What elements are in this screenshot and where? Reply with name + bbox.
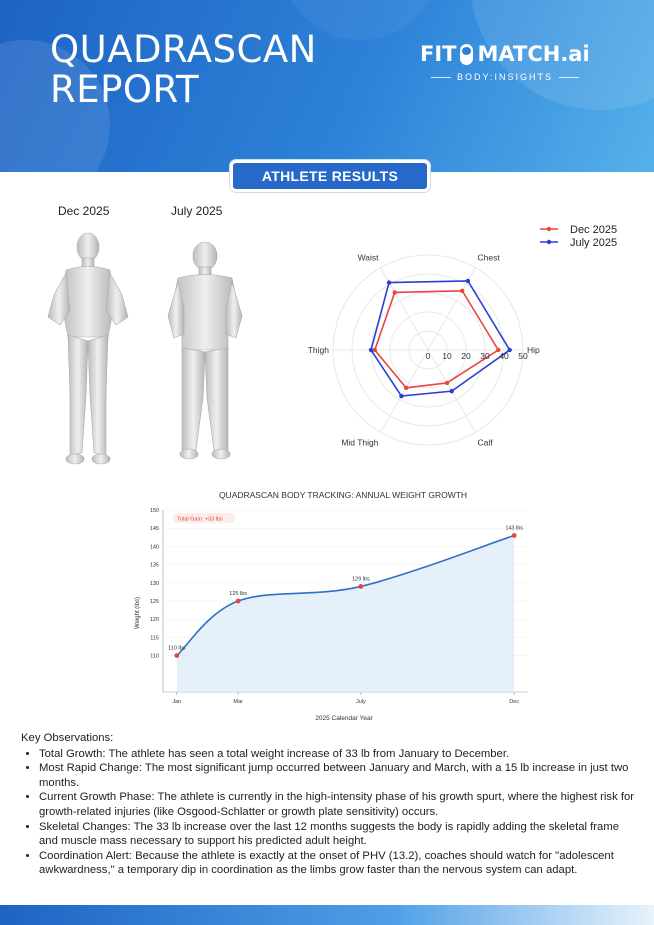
radar-point (387, 280, 391, 284)
weight-chart-title: QUADRASCAN BODY TRACKING: ANNUAL WEIGHT GROWTH (218, 490, 468, 500)
weight-growth-chart (125, 485, 535, 725)
weight-point-label: 125 lbs (229, 591, 248, 597)
weight-point (512, 533, 517, 538)
legend-label: Dec 2025 (570, 224, 618, 236)
radar-r-tick: 0 (425, 351, 431, 361)
scan-label-dec: Dec 2025 (58, 204, 110, 218)
radar-r-tick: 20 (461, 351, 471, 361)
radar-r-tick: 10 (442, 351, 452, 361)
weight-point-label: 110 lbs (168, 645, 186, 652)
title-line-2: REPORT (50, 68, 200, 111)
total-gain-annotation: Total Gain: +33 lbs (177, 516, 223, 523)
radar-point (466, 279, 470, 283)
logo-divider (431, 77, 451, 78)
report-title (50, 30, 317, 110)
radar-r-tick: 40 (499, 351, 509, 361)
legend-marker (547, 240, 551, 244)
weight-y-tick: 120 (149, 617, 159, 624)
radar-point (450, 389, 454, 393)
weight-point-label: 143 lbs (505, 525, 524, 532)
legend-label: July 2025 (570, 237, 618, 249)
scan-label-july: July 2025 (171, 204, 223, 218)
weight-x-tick: Dec (509, 699, 520, 705)
radar-point (369, 348, 373, 352)
logo-match-text: MATCH.ai (477, 42, 590, 66)
radar-axis-label: Thigh (307, 345, 329, 355)
radar-axis-label: Hip (527, 345, 540, 355)
athlete-results-banner: ATHLETE RESULTS (230, 160, 430, 192)
weight-plot (168, 513, 523, 692)
weight-point (358, 584, 363, 589)
radar-chart (290, 215, 654, 465)
radar-series-group (369, 279, 512, 399)
report-header (0, 0, 654, 172)
logo-capsule-icon (460, 44, 473, 65)
weight-x-tick: July (355, 699, 366, 705)
radar-spoke (381, 268, 429, 350)
body-scan-dec-icon (30, 225, 145, 470)
weight-area-fill (177, 535, 514, 692)
radar-legend (540, 224, 617, 249)
observation-item: • Total Growth: The athlete has seen a total weight increase of 33 lb from January to December. (39, 747, 641, 762)
weight-point (236, 599, 241, 604)
radar-axis-label: Chest (477, 252, 500, 263)
logo-fit-text: FIT (420, 42, 457, 66)
footer-bar (0, 905, 654, 925)
radar-point (373, 348, 377, 352)
fitmatch-logo (420, 42, 610, 82)
observation-item: • Coordination Alert: Because the athlete is exactly at the onset of PHV (13.2), coaches should watch for "adolescent awkwardness," a temporary dip in coordination as the limbs grow faster than the nervous system can adapt. (39, 849, 641, 878)
radar-r-tick: 50 (518, 351, 528, 361)
radar-spoke (381, 350, 429, 432)
observation-item: • Skeletal Changes: The 33 lb increase over the last 12 months suggests the body is rapidly adding the skeletal frame and muscle mass necessary to support his predicted adult height. (39, 820, 641, 849)
radar-grid (333, 255, 523, 445)
weight-y-tick: 110 (150, 653, 159, 660)
weight-x-axis-label: 2025 Calendar Year (315, 715, 373, 722)
observations-list (21, 747, 641, 878)
radar-point (393, 290, 397, 294)
radar-r-tick: 30 (480, 351, 490, 361)
radar-axis-label: Waist (357, 252, 379, 263)
weight-point (174, 653, 179, 658)
key-observations (21, 731, 641, 878)
radar-point (460, 289, 464, 293)
logo-subtitle: BODY:INSIGHTS (456, 72, 553, 82)
weight-y-tick: 145 (149, 526, 159, 533)
radar-axis-label: Calf (477, 437, 493, 448)
radar-axis-label: Mid Thigh (341, 437, 379, 448)
weight-y-tick: 115 (150, 635, 159, 642)
observation-item: • Most Rapid Change: The most significant jump occurred between January and March, with a 15 lb increase in just two months. (39, 761, 641, 790)
weight-x-tick: Jan (172, 699, 182, 705)
weight-y-tick: 130 (149, 580, 159, 587)
title-line-1: QUADRASCAN (50, 28, 317, 71)
weight-point-label: 129 lbs (351, 576, 370, 583)
weight-y-tick: 135 (149, 562, 159, 569)
radar-point (445, 381, 449, 385)
radar-point (399, 394, 403, 398)
weight-y-tick: 150 (149, 508, 159, 514)
body-scan-july-icon (148, 238, 263, 463)
weight-y-axis-label: Weight (lbs) (135, 597, 141, 629)
weight-x-tick: Mar (233, 699, 243, 705)
weight-y-tick: 125 (149, 599, 159, 605)
logo-divider (559, 77, 579, 78)
weight-y-tick: 140 (149, 544, 159, 551)
legend-marker (547, 227, 551, 231)
radar-point (404, 386, 408, 390)
observations-heading: Key Observations: (21, 732, 114, 744)
observation-item: • Current Growth Phase: The athlete is currently in the high-intensity phase of his growth spurt, where the highest risk for growth-related injuries (like Osgood-Schlatter or growth plate sensitivity) occurs. (39, 790, 641, 819)
